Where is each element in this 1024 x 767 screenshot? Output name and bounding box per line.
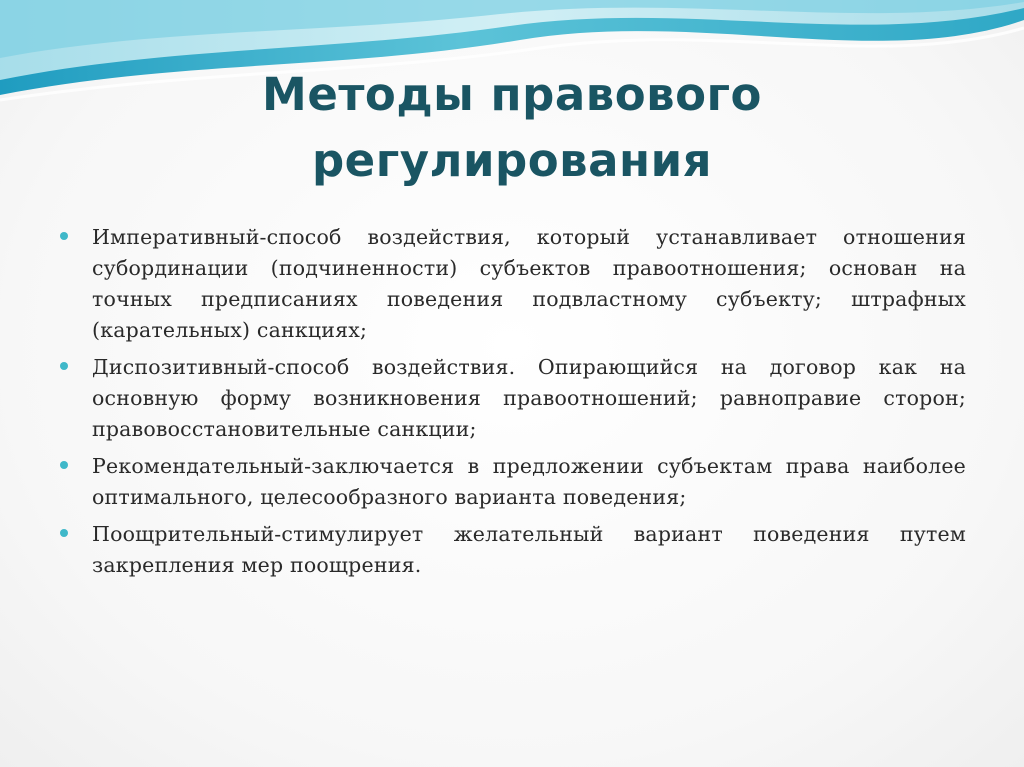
bullet-dot-icon bbox=[60, 461, 68, 469]
title-line-2: регулирования bbox=[311, 134, 713, 187]
title-line-1: Методы правового bbox=[262, 68, 762, 121]
list-item-text: Императивный-способ воздействия, который устанавливает отношения субординации (подчиненности) субъектов правоотношения; основан на точных предписаниях поведения подвластному субъекту; штрафных (карательных) санкциях; bbox=[92, 225, 966, 342]
list-item bbox=[58, 519, 966, 581]
list-item bbox=[58, 352, 966, 445]
bullet-dot-icon bbox=[60, 232, 68, 240]
page-title bbox=[0, 62, 1024, 194]
bullet-dot-icon bbox=[60, 529, 68, 537]
bullet-list bbox=[58, 222, 966, 587]
list-item-text: Диспозитивный-способ воздействия. Опирающийся на договор как на основную форму возникновения правоотношений; равноправие сторон; правовосстановительные санкции; bbox=[92, 355, 966, 441]
list-item-text: Рекомендательный-заключается в предложении субъектам права наиболее оптимального, целесообразного варианта поведения; bbox=[92, 454, 966, 509]
bullet-dot-icon bbox=[60, 362, 68, 370]
list-item bbox=[58, 451, 966, 513]
list-item bbox=[58, 222, 966, 346]
list-item-text: Поощрительный-стимулирует желательный вариант поведения путем закрепления мер поощрения. bbox=[92, 522, 966, 577]
